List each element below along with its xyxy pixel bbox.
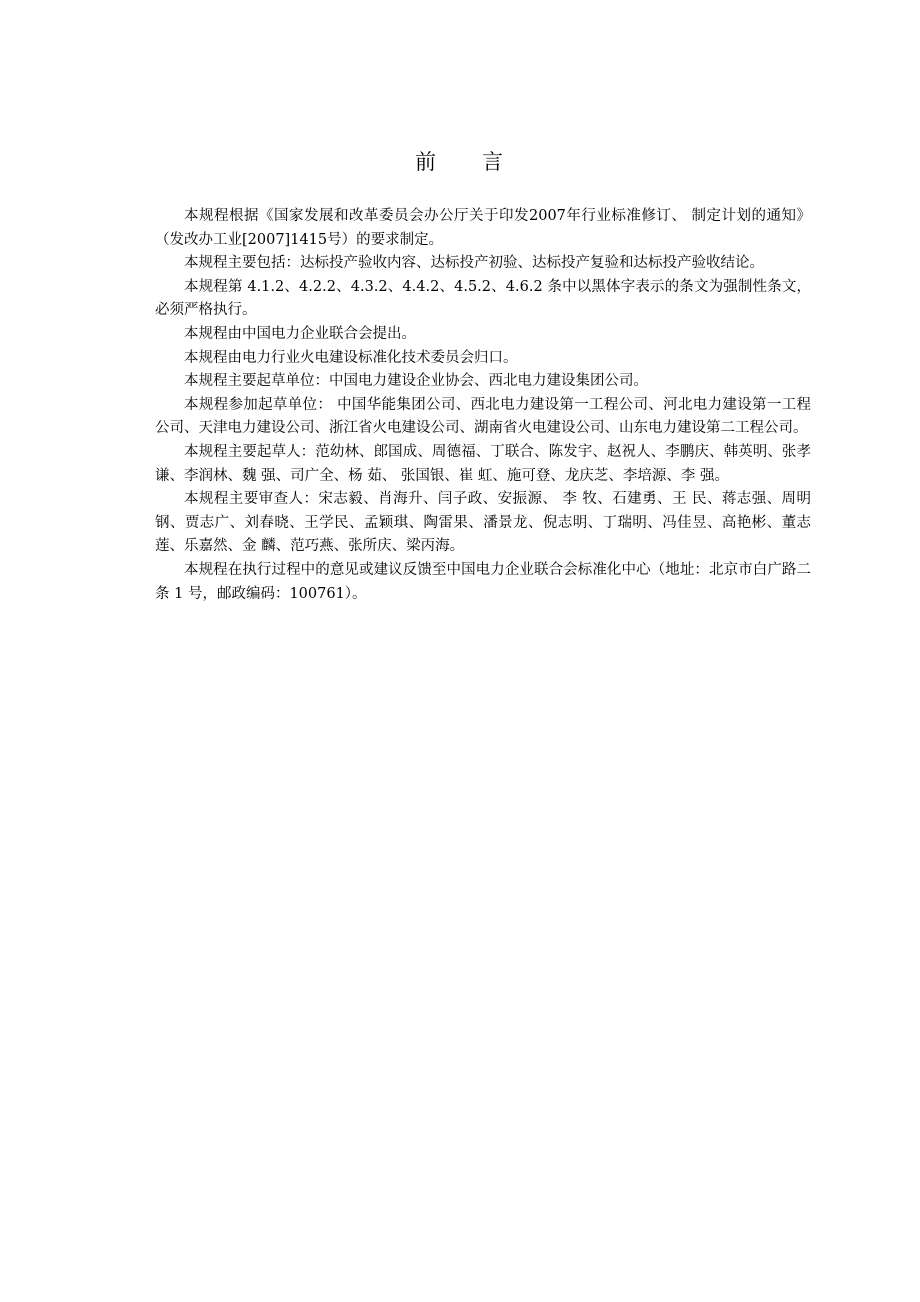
- paragraph-participating-units: 本规程参加起草单位： 中国华能集团公司、西北电力建设第一工程公司、河北电力建设第一工程公司、天津电力建设公司、浙江省火电建设公司、湖南省火电建设公司、山东电力建设第二工程公司。: [155, 396, 811, 437]
- preface-body: [155, 205, 811, 606]
- paragraph-feedback: 本规程在执行过程中的意见或建议反馈至中国电力企业联合会标准化中心（地址：北京市白广路二条 1 号，邮政编码：100761）。: [155, 561, 811, 602]
- title-char-2: 言: [482, 150, 505, 174]
- paragraph-main-drafters: 本规程主要起草人：范幼林、郎国成、周德福、丁联合、陈发宇、赵祝人、李鹏庆、韩英明、张孝谦、李润林、魏 强、司广全、杨 茹、 张国银、崔 虹、施可登、龙庆芝、李培源、李 强。: [155, 443, 811, 484]
- page-title: [0, 146, 920, 176]
- paragraph-basis: 本规程根据《国家发展和改革委员会办公厅关于印发2007年行业标准修订、 制定计划的通知》（发改办工业[2007]1415号）的要求制定。: [155, 208, 811, 248]
- paragraph-proposer: 本规程由中国电力企业联合会提出。: [184, 325, 416, 342]
- title-char-1: 前: [415, 150, 438, 174]
- paragraph-main-drafters-units: 本规程主要起草单位：中国电力建设企业协会、西北电力建设集团公司。: [184, 373, 648, 390]
- paragraph-reviewers: 本规程主要审查人：宋志毅、肖海升、闫子政、安振源、 李 牧、石建勇、王 民、蒋志强、周明钢、贾志广、刘春晓、王学民、孟颖琪、陶雷果、潘景龙、倪志明、丁瑞明、冯佳昱、高艳彬、董志莲、乐嘉然、金 麟、范巧燕、张所庆、梁丙海。: [155, 491, 811, 555]
- paragraph-contents: 本规程主要包括：达标投产验收内容、达标投产初验、达标投产复验和达标投产验收结论。: [184, 255, 764, 272]
- paragraph-mandatory: 本规程第 4.1.2、4.2.2、4.3.2、4.4.2、4.5.2、4.6.2 条中以黑体字表示的条文为强制性条文，必须严格执行。: [155, 278, 811, 319]
- paragraph-centralized: 本规程由电力行业火电建设标准化技术委员会归口。: [184, 349, 518, 366]
